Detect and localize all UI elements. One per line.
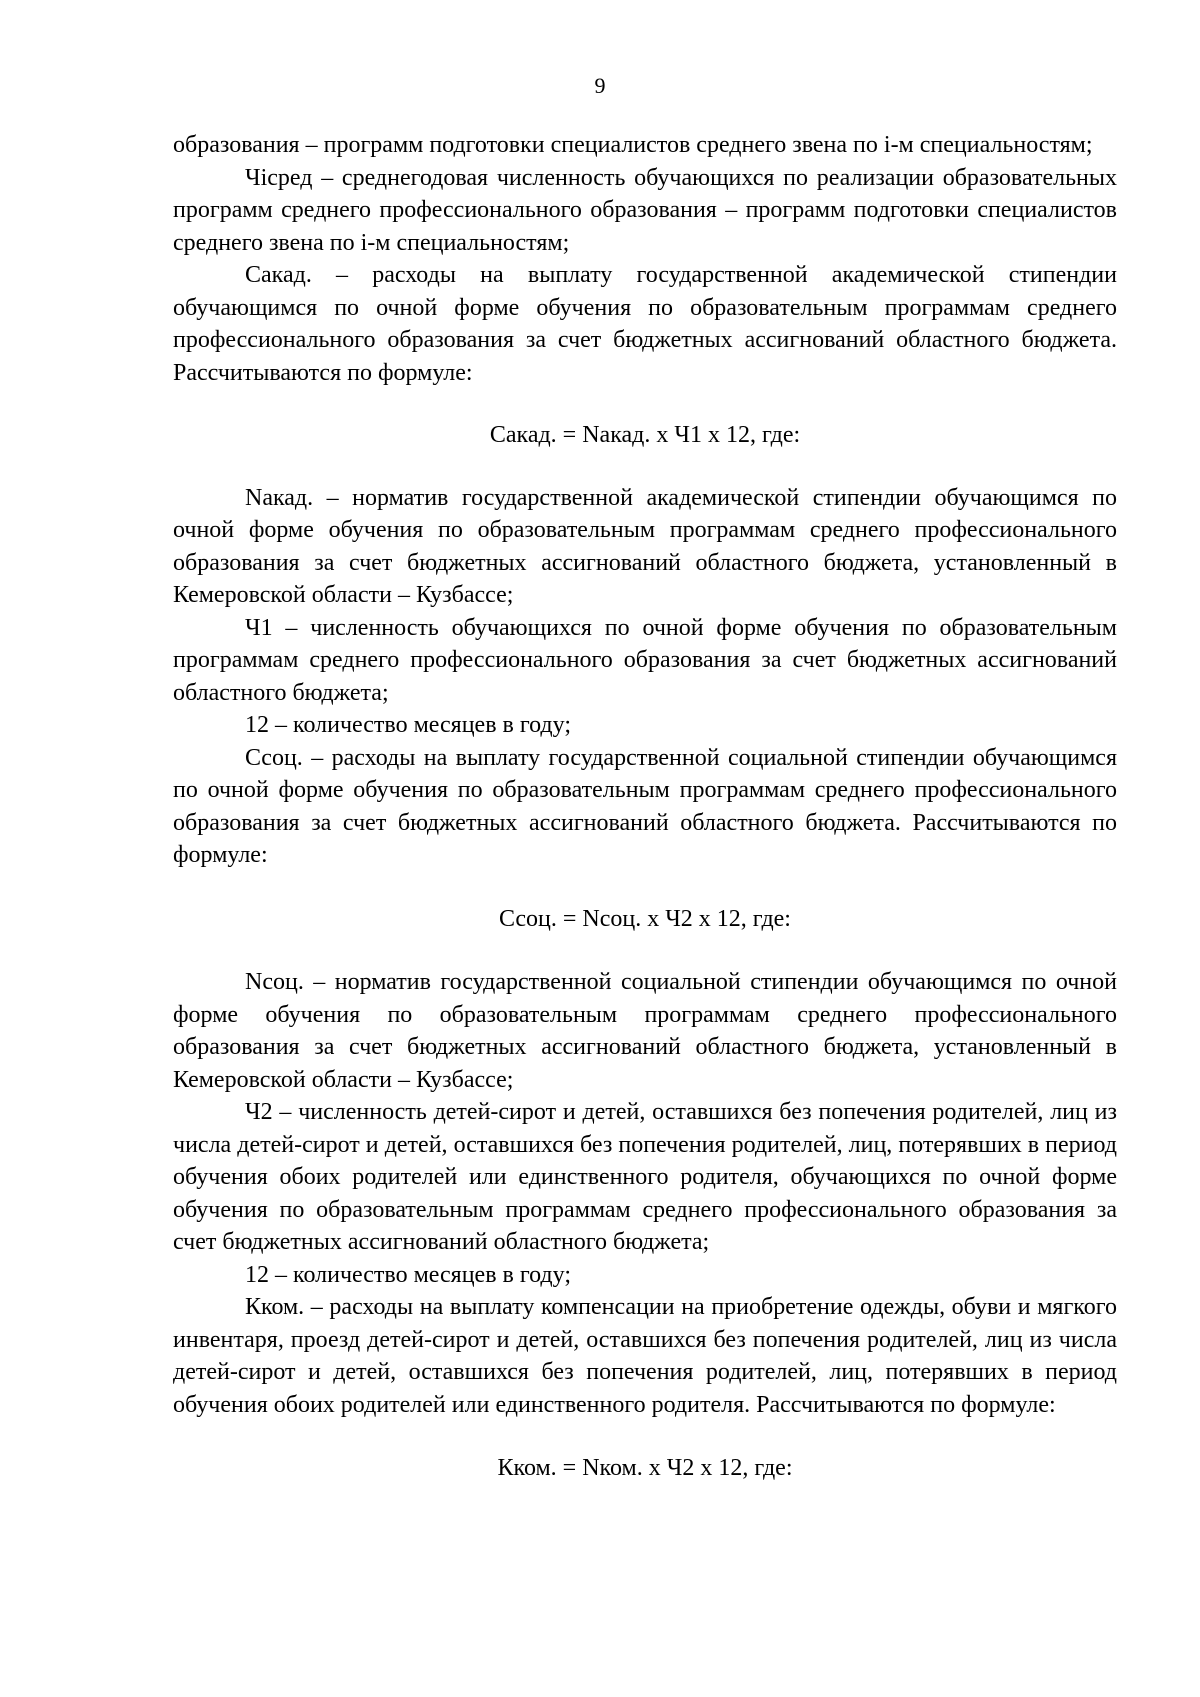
paragraph-ch2: Ч2 – численность детей-сирот и детей, оставшихся без попечения родителей, лиц из числа детей-сирот и детей, оставшихся без попечения родителей, лиц, потерявших в период обучения обоих родителей или единственного родителя, обучающихся по очной форме обучения по образовательным программам среднего профессионального образования за счет бюджетных ассигнований областного бюджета; xyxy=(173,1099,1117,1255)
formula-sakad: Сакад. = Nакад. х Ч1 х 12, где: xyxy=(489,422,801,448)
paragraph-kkom: Кком. – расходы на выплату компенсации на приобретение одежды, обуви и мягкого инвентаря, проезд детей-сирот и детей, оставшихся без попечения родителей, лиц из числа детей-сирот и детей, оставшихся без попечения родителей, лиц, потерявших в период обучения обоих родителей или единственного родителя. Рассчитываются по формуле: xyxy=(173,1294,1117,1418)
paragraph-ssots: Ссоц. – расходы на выплату государственной социальной стипендии обучающимся по очной форме обучения по образовательным программам среднего профессионального образования за счет бюджетных ассигнований областного бюджета. Рассчитываются по формуле: xyxy=(173,744,1117,868)
paragraph-ch1: Ч1 – численность обучающихся по очной форме обучения по образовательным программам среднего профессионального образования за счет бюджетных ассигнований областного бюджета; xyxy=(173,614,1117,706)
paragraph-sakad: Сакад. – расходы на выплату государственной академической стипендии обучающимся по очной форме обучения по образовательным программам среднего профессионального образования за счет бюджетных ассигнований областного бюджета. Рассчитываются по формуле: xyxy=(173,262,1117,386)
paragraph-nakad: Nакад. – норматив государственной академической стипендии обучающимся по очной форме обучения по образовательным программам среднего профессионального образования за счет бюджетных ассигнований областного бюджета, установленный в Кемеровской области – Кузбассе; xyxy=(173,484,1117,608)
paragraph-chisred: Чiсред – среднегодовая численность обучающихся по реализации образовательных программ среднего профессионального образования – программ подготовки специалистов среднего звена по i-м специальностям; xyxy=(173,164,1117,256)
paragraph-months-2: 12 – количество месяцев в году; xyxy=(245,1261,571,1288)
paragraph-continuation: образования – программ подготовки специалистов среднего звена по i-м специальностям; xyxy=(173,132,1093,158)
body-text xyxy=(173,129,1117,1485)
paragraph-months-1: 12 – количество месяцев в году; xyxy=(245,712,571,738)
page-number: 9 xyxy=(594,73,606,98)
formula-kkom: Кком. = Nком. х Ч2 х 12, где: xyxy=(497,1455,793,1481)
formula-ssots: Ссоц. = Nсоц. х Ч2 х 12, где: xyxy=(499,905,791,932)
paragraph-nsots: Nсоц. – норматив государственной социальной стипендии обучающимся по очной форме обучения по образовательным программам среднего профессионального образования за счет бюджетных ассигнований областного бюджета, установленный в Кемеровской области – Кузбассе; xyxy=(173,969,1117,1093)
